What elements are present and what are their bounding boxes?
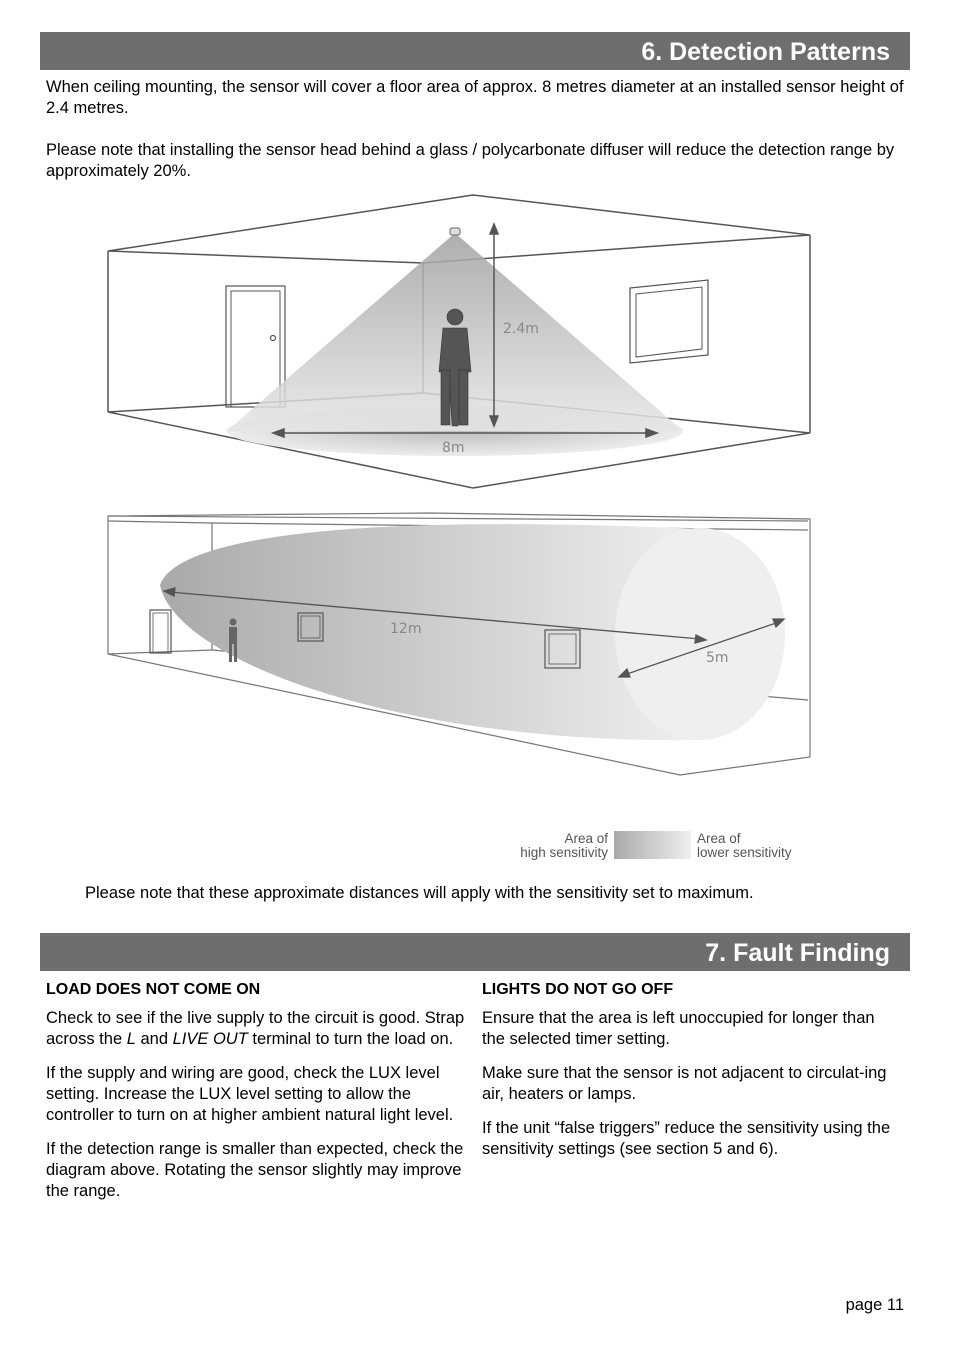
legend-low-line-1: Area of: [697, 831, 741, 846]
diffuser-note: Please note that installing the sensor head behind a glass / polycarbonate diffuser will reduce the detection range by approximately 20%.: [46, 141, 895, 180]
diameter-label: 8m: [442, 440, 465, 456]
load-p1-term-live-out: LIVE OUT: [172, 1030, 248, 1048]
lights-heading: LIGHTS DO NOT GO OFF: [482, 981, 674, 998]
load-heading: LOAD DOES NOT COME ON: [46, 981, 261, 998]
load-paragraph-1: [46, 1008, 466, 1050]
sensor-icon: [450, 228, 460, 235]
lights-paragraph-1: Ensure that the area is left unoccupied for longer than the selected timer setting.: [482, 1009, 875, 1048]
legend-high-line-2: high sensitivity: [520, 845, 608, 860]
section-7-title: 7. Fault Finding: [705, 939, 890, 967]
section-6-title: 6. Detection Patterns: [641, 38, 890, 66]
load-p1-text-c: and: [135, 1030, 173, 1048]
load-p1-text-a: Check to see if the live supply to the circuit is good. Strap across the: [46, 1009, 465, 1048]
lights-paragraph-3: If the unit “false triggers” reduce the sensitivity using the sensitivity settings (see section 5 and 6).: [482, 1119, 891, 1158]
load-p1-text-e: terminal to turn the load on.: [247, 1030, 454, 1048]
height-label: 2.4m: [503, 321, 539, 337]
legend-low-label: [697, 832, 817, 860]
sensitivity-note: Please note that these approximate distances will apply with the sensitivity set to maximum.: [85, 884, 754, 902]
legend-high-line-1: Area of: [564, 831, 608, 846]
sensitivity-legend-swatch: [614, 831, 691, 859]
legend-low-line-2: lower sensitivity: [697, 845, 792, 860]
width-label: 5m: [706, 650, 729, 666]
load-p1-term-l: L: [126, 1030, 136, 1048]
lights-paragraph-2: Make sure that the sensor is not adjacent to circulat-ing air, heaters or lamps.: [482, 1064, 887, 1103]
length-label: 12m: [390, 621, 422, 637]
load-paragraph-3: If the detection range is smaller than expected, check the diagram above. Rotating the sensor slightly may improve the range.: [46, 1140, 464, 1200]
section-7-header: [40, 933, 910, 971]
legend-high-label: [508, 832, 608, 860]
load-paragraph-2: If the supply and wiring are good, check the LUX level setting. Increase the LUX level setting to allow the controller to turn on at higher ambient natural light level.: [46, 1064, 454, 1124]
fault-column-lights: [482, 980, 902, 1173]
fault-column-load: [46, 980, 466, 1215]
intro-paragraph: When ceiling mounting, the sensor will cover a floor area of approx. 8 metres diameter at an installed sensor height of 2.4 metres.: [46, 78, 904, 117]
page-number: page 11: [845, 1296, 904, 1314]
